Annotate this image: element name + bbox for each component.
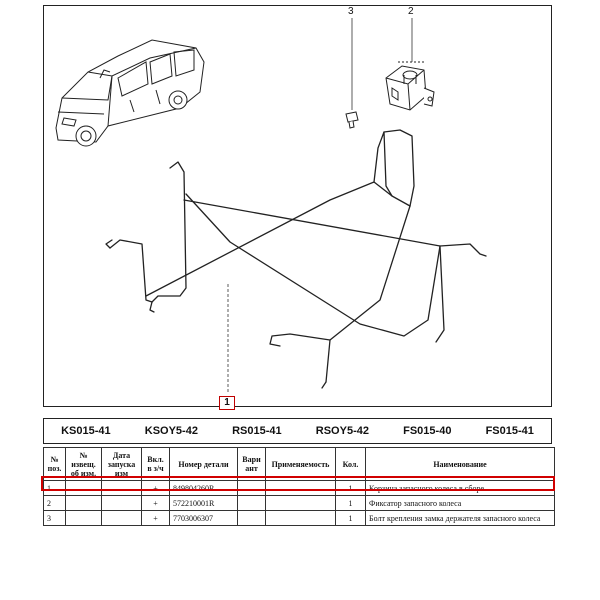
cell-date [102,511,142,526]
col-header: Вари ант [238,448,266,481]
cell-name: Корзина запасного колеса в сборе [366,481,555,496]
col-header: Дата запуска изм [102,448,142,481]
cell-qty: 1 [336,496,366,511]
cell-pos: 1 [44,481,66,496]
cell-date [102,481,142,496]
col-header: Вкл. в з/ч [142,448,170,481]
cell-qty: 1 [336,511,366,526]
cell-part-number: 849804260R [170,481,238,496]
spare-wheel-lock-part-2 [386,62,434,110]
cell-applicability [266,496,336,511]
cell-incl: + [142,481,170,496]
cell-notice [66,496,102,511]
col-header: Кол. [336,448,366,481]
bolt-part-3 [346,112,358,128]
cell-applicability [266,511,336,526]
model-code: FS015-41 [485,425,534,437]
model-code: RS015-41 [232,425,282,437]
cell-name: Болт крепления замка держателя запасного колеса [366,511,555,526]
cell-notice [66,481,102,496]
cell-applicability [266,481,336,496]
cell-variant [238,496,266,511]
cell-date [102,496,142,511]
cell-pos: 3 [44,511,66,526]
car-illustration [56,40,204,146]
col-header: Применяемость [266,448,336,481]
cell-notice [66,511,102,526]
cell-incl: + [142,496,170,511]
cell-part-number: 572210001R [170,496,238,511]
model-code: KSOY5-42 [144,425,198,437]
table-row[interactable] [44,496,555,511]
cell-part-number: 7703006307 [170,511,238,526]
table-row[interactable] [44,511,555,526]
model-codes-bar [43,418,552,444]
cell-qty: 1 [336,481,366,496]
parts-table [43,447,555,526]
model-code: KS015-41 [61,425,111,437]
callout-label-3: 3 [348,6,354,17]
cell-incl: + [142,511,170,526]
spare-wheel-basket-part-1 [106,130,486,388]
callout-label-1: 1 [219,396,235,410]
table-header-row [44,448,555,481]
col-header: Номер детали [170,448,238,481]
col-header: Наименование [366,448,555,481]
cell-variant [238,481,266,496]
cell-pos: 2 [44,496,66,511]
callout-label-2: 2 [408,6,414,17]
table-row[interactable] [44,481,555,496]
col-header: № извещ. об изм. [66,448,102,481]
col-header: № поз. [44,448,66,481]
cell-variant [238,511,266,526]
model-code: RSOY5-42 [315,425,369,437]
cell-name: Фиксатор запасного колеса [366,496,555,511]
model-code: FS015-40 [403,425,452,437]
